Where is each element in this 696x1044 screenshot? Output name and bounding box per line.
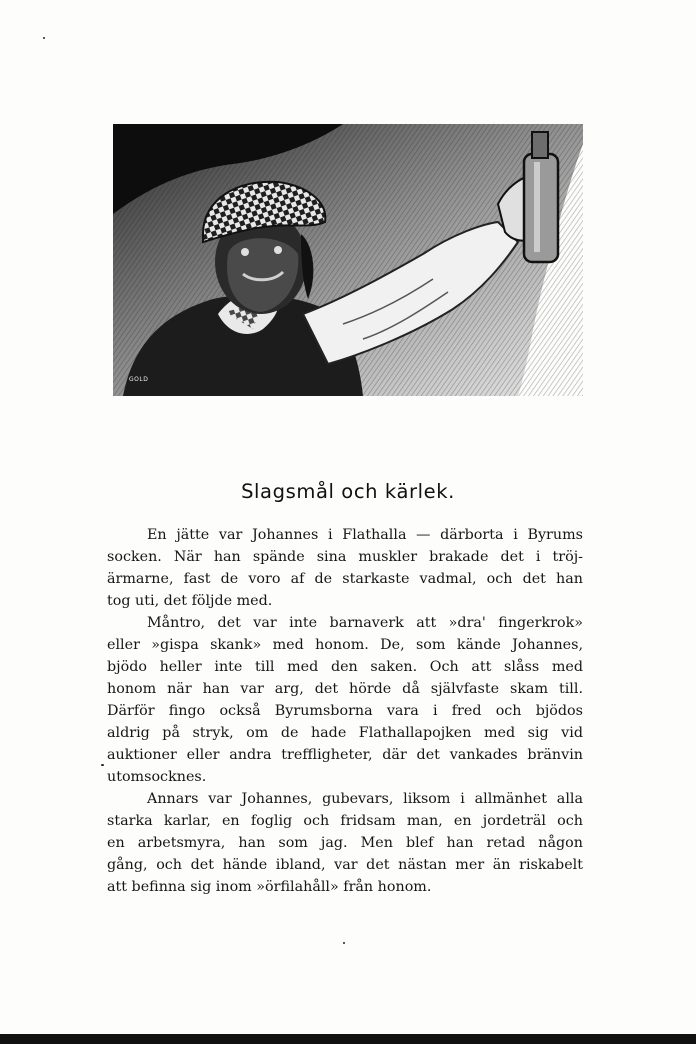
text-line: aldrig på stryk, om de hade Flathallapojken med sig vid (107, 725, 583, 741)
text-line: en arbetsmyra, han som jag. Men blef han retad någon (107, 835, 583, 851)
text-line: tog uti, det följde med. (107, 593, 273, 609)
text-line: gång, och det hände ibland, var det nästan mer än riskabelt (107, 857, 583, 873)
text-line: Annars var Johannes, gubevars, liksom i allmänhet alla (147, 791, 583, 807)
text-line: bjödo heller inte till med den saken. Och att slåss med (107, 659, 583, 675)
text-line: starka karlar, en foglig och fridsam man, en jordeträl och (107, 813, 583, 829)
print-speck (43, 37, 45, 39)
text-line: Därför fingo också Byrumsborna vara i fred och bjödos (107, 703, 583, 719)
text-line: socken. När han spände sina muskler brakade det i tröj- (107, 549, 583, 565)
text-line: En jätte var Johannes i Flathalla — därborta i Byrums (147, 527, 583, 543)
man-with-bottle-drawing (113, 124, 583, 396)
text-line: utomsocknes. (107, 769, 207, 785)
chapter-body (107, 524, 583, 898)
text-line: Måntro, det var inte barnaverk att »dra' fingerkrok» (147, 615, 583, 631)
text-line: ärmarne, fast de voro af de starkaste vadmal, och det han (107, 571, 583, 587)
text-line: auktioner eller andra treffligheter, där det vankades bränvin (107, 747, 583, 763)
chapter-illustration (113, 124, 583, 396)
chapter-title: Slagsmål och kärlek. (241, 480, 455, 503)
text-line: eller »gispa skank» med honom. De, som kände Johannes, (107, 637, 583, 653)
print-speck (101, 764, 104, 766)
print-speck (343, 942, 345, 944)
text-line: honom när han var arg, det hörde då självfaste skam till. (107, 681, 583, 697)
text-line: att befinna sig inom »örfilahåll» från honom. (107, 879, 432, 895)
scan-bottom-edge (0, 1034, 696, 1044)
artist-signature: GOLD (129, 376, 149, 383)
